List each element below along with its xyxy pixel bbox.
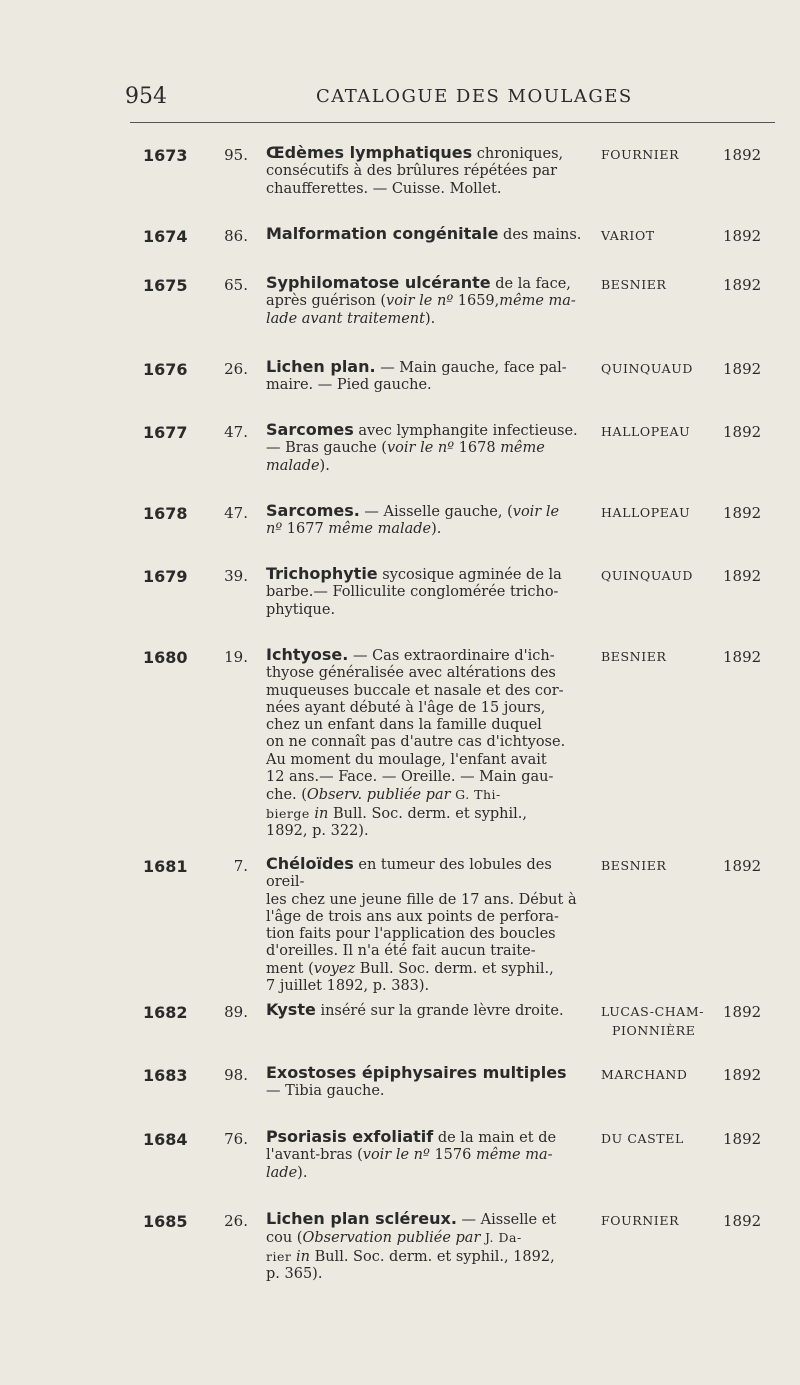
entry-description: Sarcomes. — Aisselle gauche, (voir le nº 1677 même malade). [266, 501, 560, 538]
entry-description: Sarcomes avec lymphangite infectieuse. — Bras gauche (voir le nº 1678 même malade). [266, 420, 578, 474]
entry-heading: Sarcomes. [266, 501, 360, 520]
entry-heading: Lichen plan scléreux. [266, 1209, 457, 1228]
entry-heading: Trichophytie [266, 564, 378, 583]
entry-number: 1682 [143, 1003, 188, 1022]
physician: HALLOPEAU [601, 424, 691, 439]
entry-number: 1678 [143, 504, 188, 523]
physician: BESNIER [601, 277, 667, 292]
entry-description: Chéloïdes en tumeur des lobules des oreil- les chez une jeune fille de 17 ans. Début à l'âge de trois ans aux points de perfora- tion faits pour l'application des boucles d'oreilles. Il n'a été fait aucun traite- ment (voyez Bull. Soc. derm. et syphil., 7 juillet 1892, p. 383). [266, 854, 577, 995]
entry-description: Ichtyose. — Cas extraordinaire d'ich- thyose généralisée avec altérations des muqueuses buccale et nasale et des cor- nées ayant débuté à l'âge de 15 jours, chez un enfant dans la famille duquel on ne connaît pas d'autre cas d'ichtyose. Au moment du moulage, l'enfant avait 12 ans.— Face. — Oreille. — Main gau- che. (Observ. publiée par G. Thi- bierge in Bull. Soc. derm. et syphil., 1892, p. 322). [266, 645, 566, 839]
entry-heading: Syphilomatose ulcérante [266, 273, 491, 292]
entry-number: 1680 [143, 648, 188, 667]
year: 1892 [723, 146, 762, 164]
entry-number: 1681 [143, 857, 188, 876]
entry-description: Psoriasis exfoliatif de la main et de l'avant-bras (voir le nº 1576 même ma- lade). [266, 1127, 557, 1181]
year: 1892 [723, 504, 762, 522]
year: 1892 [723, 276, 762, 294]
physician: QUINQUAUD [601, 361, 694, 376]
header-rule [130, 122, 775, 123]
year: 1892 [723, 648, 762, 666]
entry-heading: Ichtyose. [266, 645, 349, 664]
plate-number: 26. [224, 1212, 248, 1230]
plate-number: 65. [224, 276, 248, 294]
entry-number: 1674 [143, 227, 188, 246]
year: 1892 [723, 857, 762, 875]
physician: DU CASTEL [601, 1131, 684, 1146]
entry-description: Malformation congénitale des mains. [266, 224, 582, 243]
entry-heading: Chéloïdes [266, 854, 354, 873]
running-title: CATALOGUE DES MOULAGES [316, 86, 633, 107]
entry-heading: Œdèmes lymphatiques [266, 143, 473, 162]
entry-heading: Sarcomes [266, 420, 354, 439]
plate-number: 7. [233, 857, 248, 875]
physician: VARIOT [601, 228, 655, 243]
entry-heading: Psoriasis exfoliatif [266, 1127, 434, 1146]
entry-number: 1677 [143, 423, 188, 442]
page-number: 954 [125, 84, 167, 109]
entry-number: 1684 [143, 1130, 188, 1149]
plate-number: 47. [224, 423, 248, 441]
year: 1892 [723, 227, 762, 245]
year: 1892 [723, 360, 762, 378]
entry-number: 1679 [143, 567, 188, 586]
entry-description: Exostoses épiphysaires multiples — Tibia gauche. [266, 1063, 567, 1100]
year: 1892 [723, 567, 762, 585]
physician: FOURNIER [601, 1213, 680, 1228]
plate-number: 19. [224, 648, 248, 666]
entry-heading: Kyste [266, 1000, 316, 1019]
entry-number: 1676 [143, 360, 188, 379]
entry-number: 1685 [143, 1212, 188, 1231]
plate-number: 86. [224, 227, 248, 245]
physician: QUINQUAUD [601, 568, 694, 583]
year: 1892 [723, 423, 762, 441]
entry-number: 1683 [143, 1066, 188, 1085]
physician: FOURNIER [601, 147, 680, 162]
physician: MARCHAND [601, 1067, 688, 1082]
entry-description: Lichen plan. — Main gauche, face pal- maire. — Pied gauche. [266, 357, 567, 394]
entry-description: Œdèmes lymphatiques chroniques, consécutifs à des brûlures répétées par chaufferettes. — Cuisse. Mollet. [266, 143, 564, 197]
entry-description: Trichophytie sycosique agminée de la barbe.— Folliculite conglomérée tricho- phytique. [266, 564, 562, 618]
entry-heading: Exostoses épiphysaires multiples [266, 1063, 567, 1082]
plate-number: 39. [224, 567, 248, 585]
entry-description: Syphilomatose ulcérante de la face, après guérison (voir le nº 1659,même ma- lade avant traitement). [266, 273, 576, 327]
plate-number: 47. [224, 504, 248, 522]
entry-number: 1675 [143, 276, 188, 295]
plate-number: 26. [224, 360, 248, 378]
plate-number: 76. [224, 1130, 248, 1148]
physician: BESNIER [601, 858, 667, 873]
plate-number: 98. [224, 1066, 248, 1084]
entry-heading: Malformation congénitale [266, 224, 499, 243]
plate-number: 95. [224, 146, 248, 164]
physician: HALLOPEAU [601, 505, 691, 520]
physician: BESNIER [601, 649, 667, 664]
entry-description: Kyste inséré sur la grande lèvre droite. [266, 1000, 564, 1019]
year: 1892 [723, 1130, 762, 1148]
year: 1892 [723, 1066, 762, 1084]
year: 1892 [723, 1212, 762, 1230]
physician-continued: PIONNIÈRE [612, 1023, 696, 1038]
entry-description: Lichen plan scléreux. — Aisselle et cou (Observation publiée par J. Da- rier in Bull. Soc. derm. et syphil., 1892, p. 365). [266, 1209, 557, 1282]
entry-heading: Lichen plan. [266, 357, 376, 376]
entry-number: 1673 [143, 146, 188, 165]
year: 1892 [723, 1003, 762, 1021]
physician: LUCAS-CHAM- [601, 1004, 705, 1019]
plate-number: 89. [224, 1003, 248, 1021]
